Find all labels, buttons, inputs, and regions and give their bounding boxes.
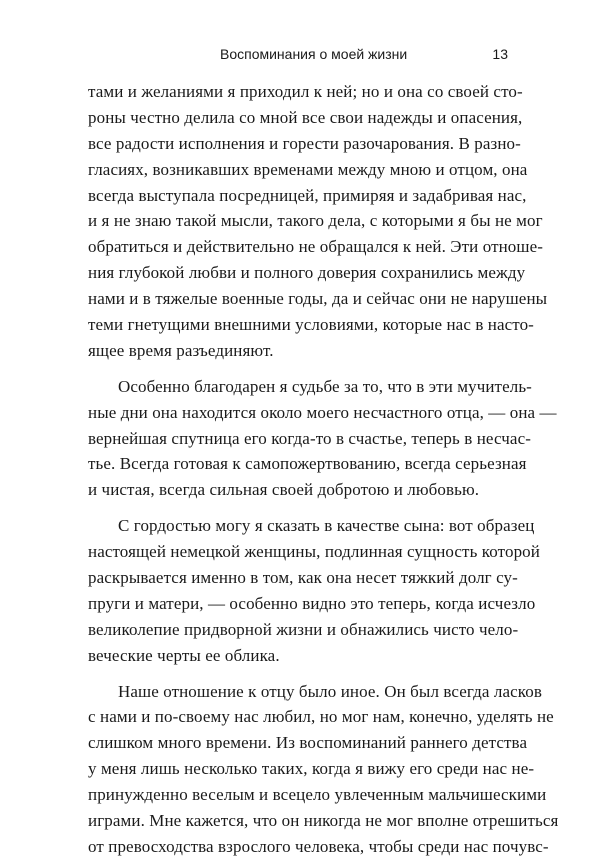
text-line: настоящей немецкой женщины, подлинная сущность которой <box>88 542 540 562</box>
text-line: от превосходства взрослого человека, чтобы среди нас почувс- <box>88 836 549 856</box>
running-title: Воспоминания о моей жизни <box>220 46 408 62</box>
text-line: и я не знаю такой мысли, такого дела, с которыми я бы не мог <box>88 211 543 231</box>
text-line: обратиться и действительно не обращался к ней. Эти отноше- <box>88 237 543 257</box>
text-line: Особенно благодарен я судьбе за то, что в эти мучитель- <box>118 376 532 396</box>
text-line: вернейшая спутница его когда-то в счастье, теперь в несчас- <box>88 428 531 448</box>
text-line: с нами и по-своему нас любил, но мог нам, конечно, уделять не <box>88 707 554 727</box>
text-line: принужденно веселым и всецело увлеченным мальчишескими <box>88 785 547 805</box>
text-line: слишком много времени. Из воспоминаний раннего детства <box>88 733 528 753</box>
text-line: тье. Всегда готовая к самопожертвованию, всегда серьезная <box>88 454 527 474</box>
text-line: и чистая, всегда сильная своей добротою и любовью. <box>88 480 480 500</box>
text-line: ния глубокой любви и полного доверия сохранились между <box>88 263 526 283</box>
paragraph-4 <box>88 679 559 860</box>
text-line: ящее время разъединяют. <box>88 340 274 360</box>
text-line: теми гнетущими внешними условиями, которые нас в насто- <box>88 315 534 335</box>
text-line: нами и в тяжелые военные годы, да и сейчас они не нарушены <box>88 289 548 309</box>
page-number: 13 <box>492 46 508 62</box>
text-line: роны честно делила со мной все свои надежды и опасения, <box>88 107 523 127</box>
running-head <box>88 46 508 68</box>
text-line: гласиях, возникавших временами между мною и отцом, она <box>88 159 528 179</box>
text-line: у меня лишь несколько таких, когда я вижу его среди нас не- <box>88 759 535 779</box>
paragraph-3 <box>88 513 540 668</box>
body-text <box>88 79 559 860</box>
text-line: пруги и матери, — особенно видно это теперь, когда исчезло <box>88 593 536 613</box>
text-line: раскрывается именно в том, как она несет тяжкий долг су- <box>88 568 518 588</box>
text-line: Наше отношение к отцу было иное. Он был всегда ласков <box>118 681 542 701</box>
text-line: С гордостью могу я сказать в качестве сына: вот образец <box>118 516 535 536</box>
text-line: веческие черты ее облика. <box>88 645 280 665</box>
text-line: играми. Мне кажется, что он никогда не мог вполне отрешиться <box>88 811 559 831</box>
text-line: всегда выступала посредницей, примиряя и задабривая нас, <box>88 185 527 205</box>
text-line: ные дни она находится около моего несчастного отца, — она — <box>88 402 557 422</box>
paragraph-1 <box>88 79 548 364</box>
paragraph-2 <box>88 374 557 503</box>
text-line: великолепие придворной жизни и обнажились чисто чело- <box>88 619 519 639</box>
text-line: тами и желаниями я приходил к ней; но и она со своей сто- <box>88 82 523 101</box>
text-line: все радости исполнения и горести разочарования. В разно- <box>88 133 521 153</box>
